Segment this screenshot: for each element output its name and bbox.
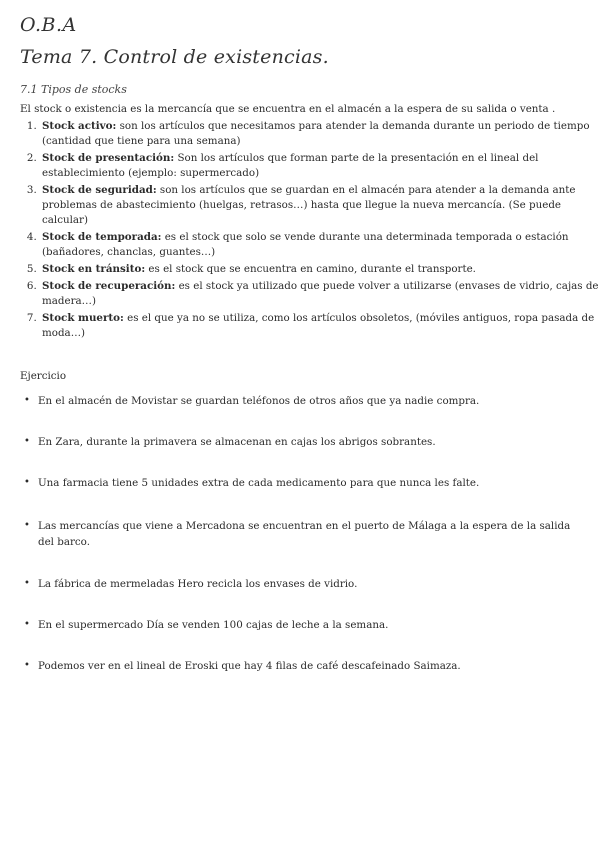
list-item: [40, 183, 600, 228]
exercise-text: En el supermercado Día se venden 100 cajas de leche a la semana.: [38, 619, 389, 631]
stock-description: es el stock ya utilizado que puede volver a utilizarse (envases de vidrio, cajas de madera…): [42, 280, 599, 307]
stock-description: son los artículos que necesitamos para atender la demanda durante un periodo de tiempo (cantidad que tiene para una semana): [42, 120, 590, 147]
exercise-item: [24, 576, 584, 592]
exercise-text: Las mercancías que viene a Mercadona se encuentran en el puerto de Málaga a la espera de la salida del barco.: [38, 520, 571, 548]
stock-term: Stock muerto:: [42, 312, 124, 324]
bullet-icon: •: [24, 436, 30, 447]
stock-term: Stock de recuperación:: [42, 280, 176, 292]
exercise-text: Podemos ver en el lineal de Eroski que hay 4 filas de café descafeinado Saimaza.: [38, 660, 461, 672]
exercise-item: [24, 475, 584, 491]
bullet-icon: •: [24, 578, 30, 589]
section-heading: 7.1 Tipos de stocks: [20, 83, 127, 96]
bullet-icon: •: [24, 395, 30, 406]
bullet-icon: •: [24, 520, 30, 531]
bullet-icon: •: [24, 477, 30, 488]
stock-types-list: [20, 119, 600, 343]
exercise-item: [24, 518, 584, 550]
list-item: [40, 230, 600, 260]
stock-term: Stock en tránsito:: [42, 263, 146, 275]
course-heading: O.B.A: [20, 14, 77, 36]
stock-description: es el que ya no se utiliza, como los artículos obsoletos, (móviles antiguos, ropa pasada de moda…): [42, 312, 595, 339]
exercise-item: [24, 658, 584, 674]
list-item: [40, 119, 600, 149]
stock-description: son los artículos que se guardan en el almacén para atender a la demanda ante problemas de abastecimiento (huelgas, retrasos…) hasta que llegue la nueva mercancía. (Se puede calcular): [42, 184, 576, 226]
exercise-text: Una farmacia tiene 5 unidades extra de cada medicamento para que nunca les falte.: [38, 477, 480, 489]
bullet-icon: •: [24, 619, 30, 630]
stock-term: Stock de seguridad:: [42, 184, 157, 196]
stock-description: es el stock que se encuentra en camino, durante el transporte.: [145, 263, 476, 275]
stock-description: es el stock que solo se vende durante una determinada temporada o estación (bañadores, chanclas, guantes…): [42, 231, 569, 258]
stock-term: Stock de presentación:: [42, 152, 175, 164]
stock-term: Stock de temporada:: [42, 231, 162, 243]
stock-description: Son los artículos que forman parte de la presentación en el lineal del establecimiento (ejemplo: supermercado): [42, 152, 539, 179]
exercise-text: La fábrica de mermeladas Hero recicla los envases de vidrio.: [38, 578, 358, 590]
exercise-text: En el almacén de Movistar se guardan teléfonos de otros años que ya nadie compra.: [38, 395, 480, 407]
exercise-item: [24, 434, 584, 450]
list-item: [40, 151, 600, 181]
list-item: [40, 262, 600, 277]
exercise-heading: Ejercicio: [20, 370, 67, 382]
exercise-item: [24, 393, 584, 409]
exercise-text: En Zara, durante la primavera se almacenan en cajas los abrigos sobrantes.: [38, 436, 436, 448]
list-item: [40, 311, 600, 341]
list-item: [40, 279, 600, 309]
bullet-icon: •: [24, 660, 30, 671]
document-title: Tema 7. Control de existencias.: [20, 46, 329, 68]
intro-paragraph: El stock o existencia es la mercancía que se encuentra en el almacén a la espera de su salida o venta .: [20, 103, 556, 115]
exercise-item: [24, 617, 584, 633]
stock-term: Stock activo:: [42, 120, 117, 132]
